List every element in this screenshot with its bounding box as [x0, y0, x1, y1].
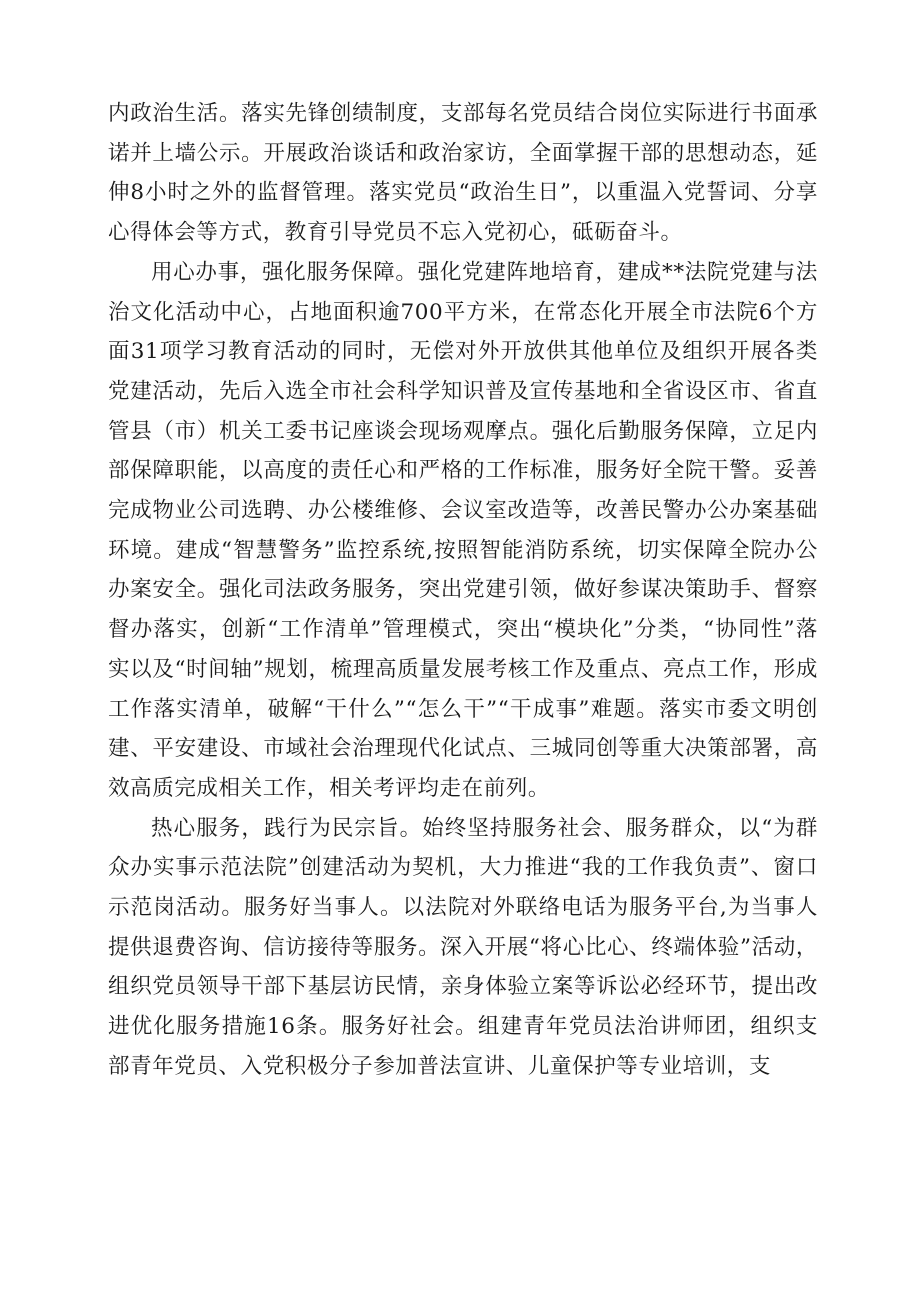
paragraph-service-guarantee: 用心办事，强化服务保障。强化党建阵地培育，建成**法院党建与法治文化活动中心，占地面积逾700平方米，在常态化开展全市法院6个方面31项学习教育活动的同时，无偿对外开放供其他单位及组织开展各类党建活动，先后入选全市社会科学知识普及宣传基地和全省设区市、省直管县（市）机关工委书记座谈会现场观摩点。强化后勤服务保障，立足内部保障职能，以高度的责任心和严格的工作标准，服务好全院干警。妥善完成物业公司选聘、办公楼维修、会议室改造等，改善民警办公办案基础环境。建成“智慧警务”监控系统,按照智能消防系统，切实保障全院办公办案安全。强化司法政务服务，突出党建引领，做好参谋决策助手、督察督办落实，创新“工作清单”管理模式，突出“模块化”分类，“协同性”落实以及“时间轴”规划，梳理高质量发展考核工作及重点、亮点工作，形成工作落实清单，破解“干什么”“怎么干”“干成事”难题。落实市委文明创建、平安建设、市域社会治理现代化试点、三城同创等重大决策部署，高效高质完成相关工作，相关考评均走在前列。 — [108, 259, 818, 801]
paragraph-serve-people: 热心服务，践行为民宗旨。始终坚持服务社会、服务群众，以“为群众办实事示范法院”创建活动为契机，大力推进“我的工作我负责”、窗口示范岗活动。服务好当事人。以法院对外联络电话为服务平台,为当事人提供退费咨询、信访接待等服务。深入开展“将心比心、终端体验”活动，组织党员领导干部下基层访民情，亲身体验立案等诉讼必经环节，提出改进优化服务措施16条。服务好社会。组建青年党员法治讲师团，组织支部青年党员、入党积极分子参加普法宣讲、儿童保护等专业培训，支 — [108, 815, 818, 1079]
paragraph-party-life: 内政治生活。落实先锋创绩制度，支部每名党员结合岗位实际进行书面承诺并上墙公示。开展政治谈话和政治家访，全面掌握干部的思想动态，延伸8小时之外的监督管理。落实党员“政治生日”，以重温入党誓词、分享心得体会等方式，教育引导党员不忘入党初心，砥砺奋斗。 — [108, 101, 818, 246]
